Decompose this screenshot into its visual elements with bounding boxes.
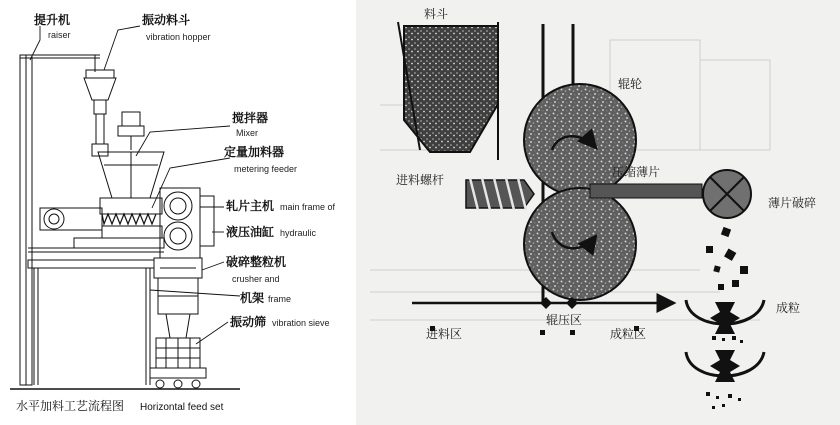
callout-mixer-en: Mixer xyxy=(236,128,258,138)
label-hopper: 料斗 xyxy=(424,7,449,21)
label-feed-screw: 进料螺杆 xyxy=(396,173,445,187)
label-press-zone: 辊压区 xyxy=(546,313,583,327)
callout-crusher-en: crusher and xyxy=(232,274,280,284)
compressed-flake xyxy=(590,184,702,198)
callout-main-frame-cn: 轧片主机 xyxy=(226,199,275,213)
callout-crusher-cn: 破碎整粒机 xyxy=(226,255,287,269)
callout-vibration-hopper-en: vibration hopper xyxy=(146,32,211,42)
callout-metering-feeder-en: metering feeder xyxy=(234,164,298,174)
callout-vibration-sieve-cn: 振动筛 xyxy=(230,315,267,329)
callout-hydraulic-en: hydraulic xyxy=(280,228,317,238)
feed-screw xyxy=(466,178,534,210)
label-flake-crusher: 薄片破碎 xyxy=(768,196,817,210)
left-panel xyxy=(0,0,352,425)
callout-frame-en: frame xyxy=(268,294,292,304)
callout-frame-cn: 机架 xyxy=(240,291,265,305)
upper-roller xyxy=(524,84,636,196)
callout-hydraulic-cn: 液压油缸 xyxy=(226,225,275,239)
label-granulate: 成粒 xyxy=(776,301,801,315)
callout-raiser-cn: 提升机 xyxy=(34,13,71,27)
label-granulation-zone: 成粒区 xyxy=(610,327,647,341)
lower-roller xyxy=(524,188,636,300)
callout-main-frame-en: main frame of xyxy=(280,202,336,212)
callout-metering-feeder-cn: 定量加料器 xyxy=(224,145,285,159)
callout-vibration-hopper-cn: 振动料斗 xyxy=(142,13,191,27)
callout-vibration-sieve-en: vibration sieve xyxy=(272,318,330,328)
flake-crusher xyxy=(703,170,751,218)
right-panel xyxy=(356,0,840,425)
label-feed-zone: 进料区 xyxy=(426,327,463,341)
left-caption-en: Horizontal feed set xyxy=(140,402,224,413)
label-compressed-flake: 压缩薄片 xyxy=(612,165,661,179)
left-caption-cn: 水平加料工艺流程图 xyxy=(16,399,125,413)
callout-raiser-en: raiser xyxy=(48,30,71,40)
label-roller: 辊轮 xyxy=(618,77,643,91)
callout-mixer-cn: 搅拌器 xyxy=(232,111,269,125)
